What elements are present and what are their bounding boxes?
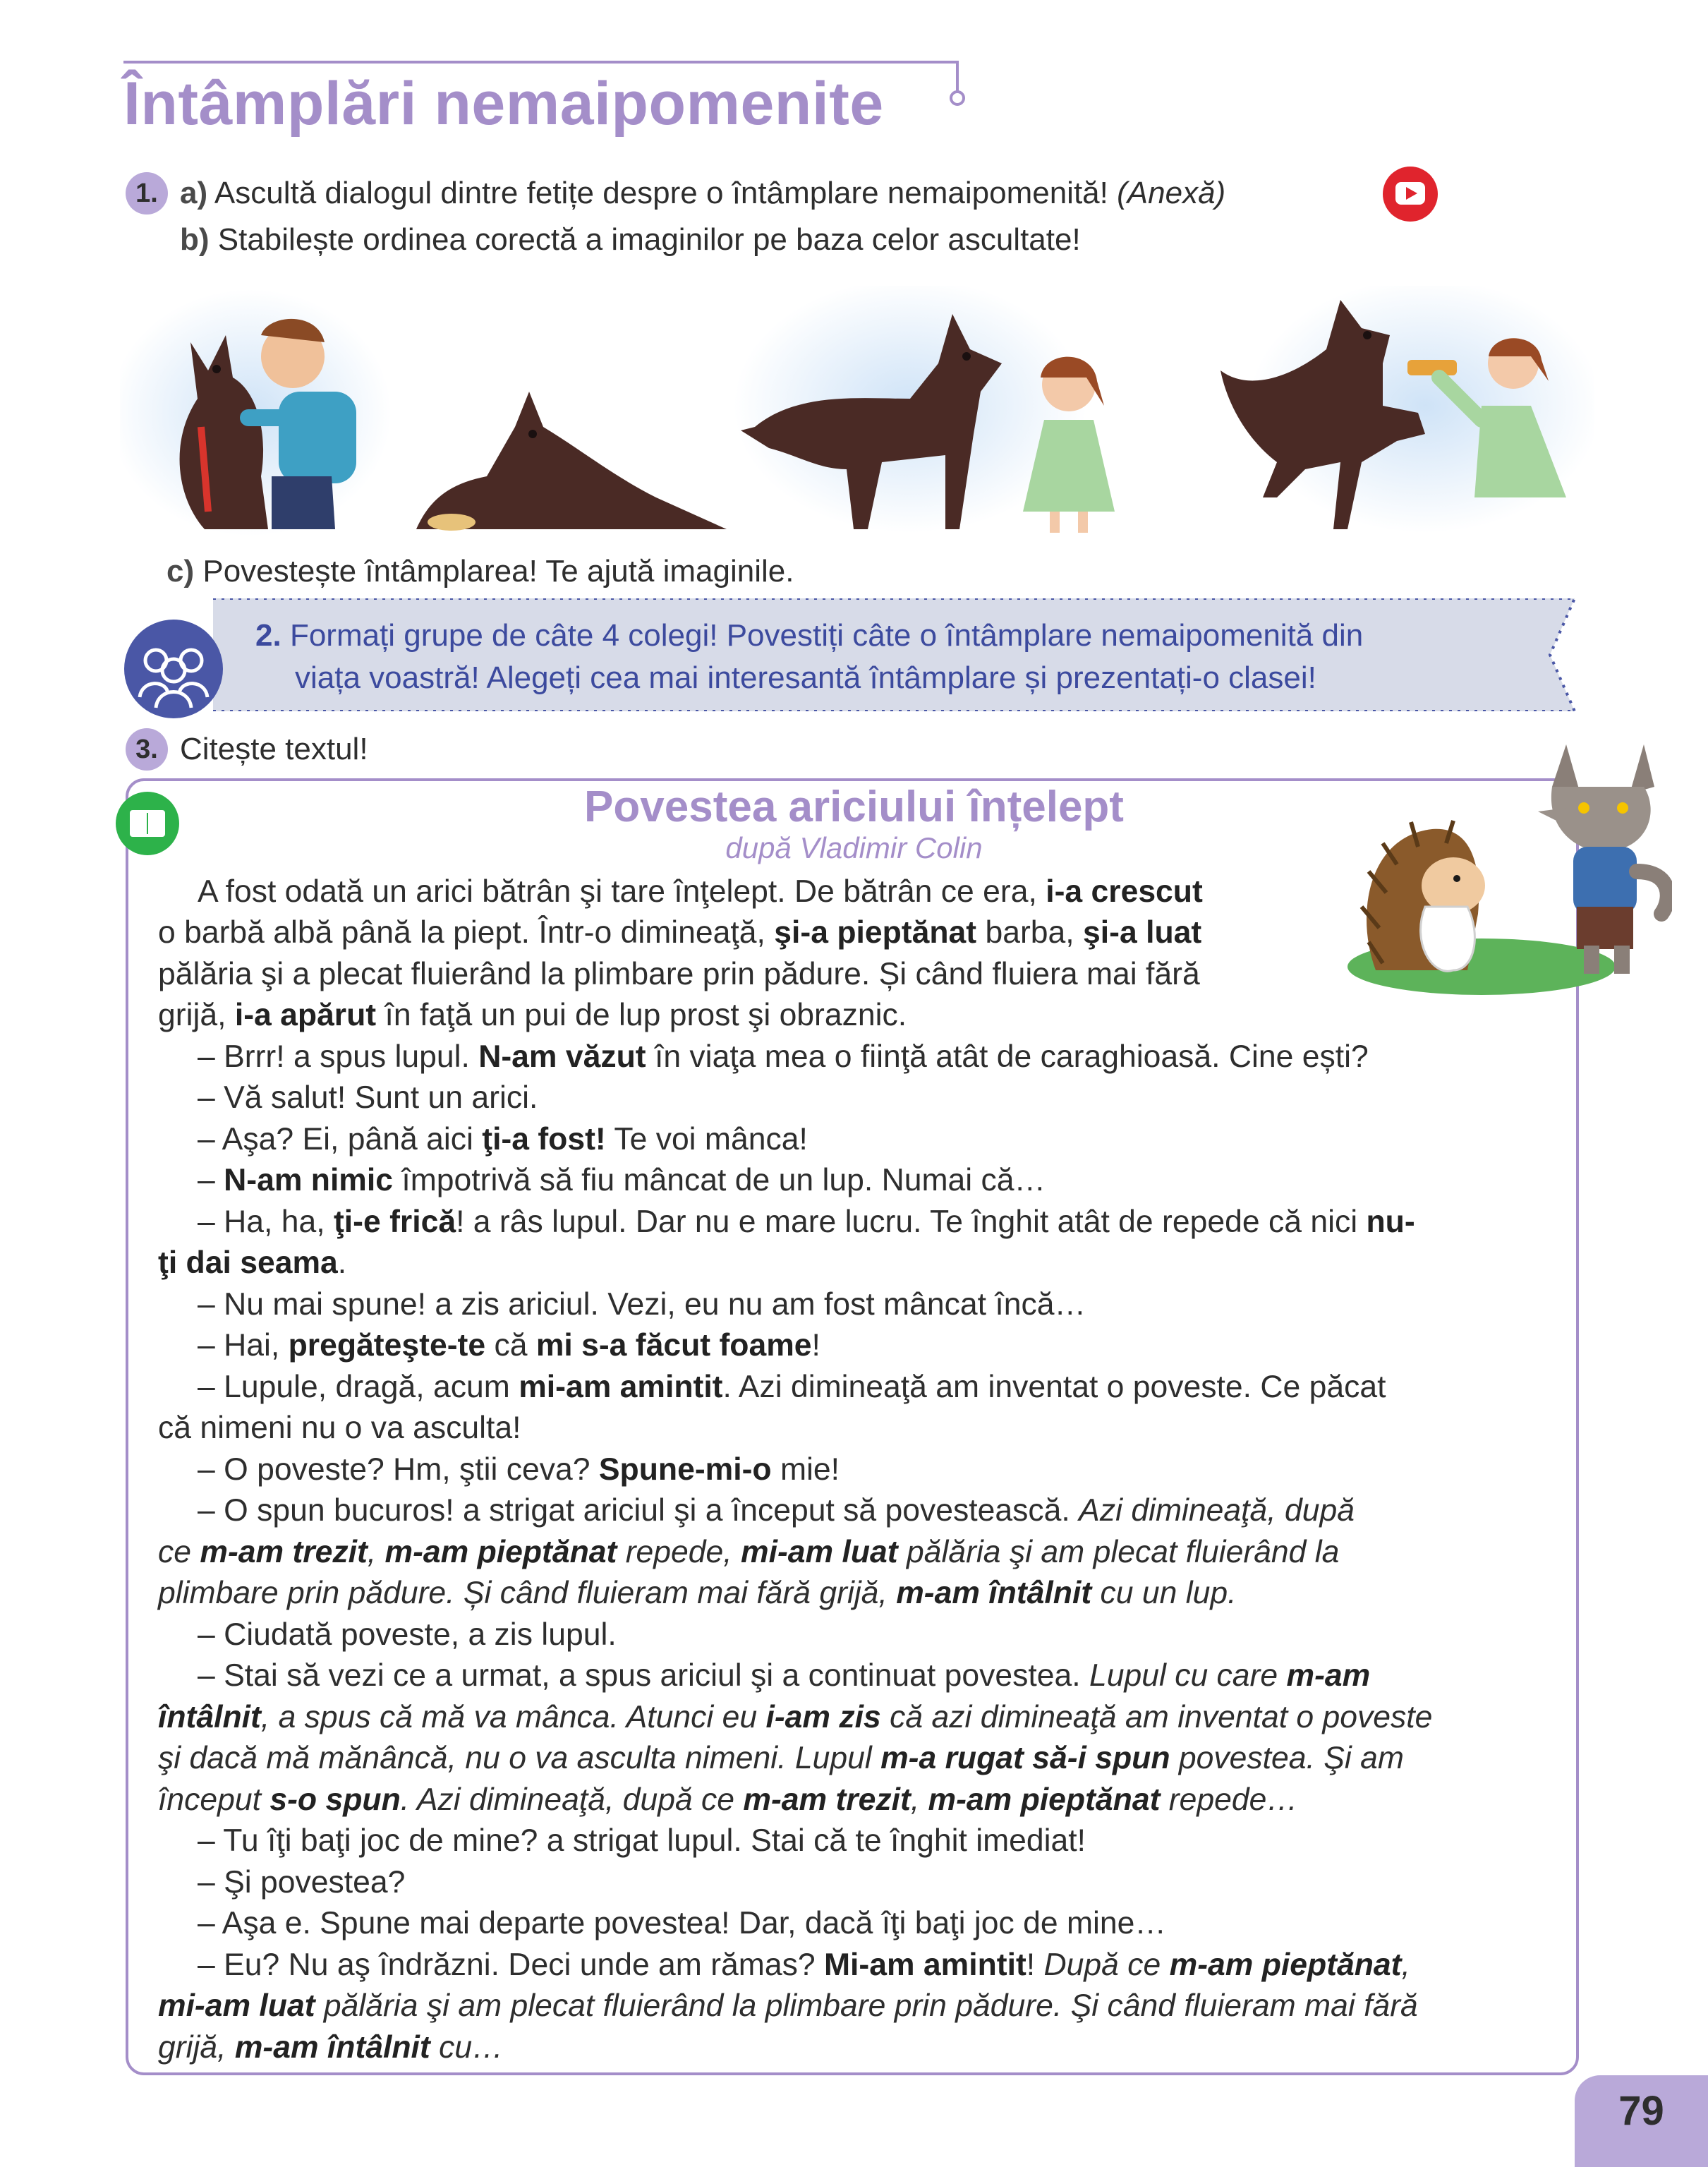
heading-rule <box>123 61 956 64</box>
story-line-18: plimbare prin pădure. Și când fluieram mai fără grijă, m-am întâlnit cu un lup. <box>158 1576 1237 1610</box>
illustration-dog-and-girl <box>734 286 1115 533</box>
hedgehog-and-wolf-illustration <box>1340 730 1672 998</box>
story-line-12: – Hai, pregăteşte-te că mi s-a făcut foame! <box>198 1328 820 1363</box>
illustration-man-with-dog <box>120 289 392 536</box>
story-line-8: – N-am nimic împotrivă să fiu mâncat de un lup. Numai că… <box>198 1163 1046 1197</box>
exercise-number-3: 3. <box>126 728 168 771</box>
group-work-icon <box>124 620 223 718</box>
exercise-2-text-1: Formați grupe de câte 4 colegi! Povestiți câte o întâmplare nemaipomenită din <box>289 618 1364 653</box>
story-illustrations <box>120 286 1594 536</box>
story-line-4: grijă, i-a apărut în faţă un pui de lup prost şi obraznic. <box>158 998 907 1032</box>
story-line-24: – Tu îţi baţi joc de mine? a strigat lupul. Stai că te înghit imediat! <box>198 1823 1086 1858</box>
label-c: c) <box>166 554 195 588</box>
story-line-29: grijă, m-am întâlnit cu… <box>158 2030 504 2065</box>
exercise-3-text: Citește textul! <box>180 732 368 766</box>
story-line-9: – Ha, ha, ţi-e frică! a râs lupul. Dar nu e mare lucru. Te înghit atât de repede că nici nu- <box>198 1205 1415 1239</box>
annex-reference: (Anexă) <box>1117 176 1226 210</box>
story-line-6: – Vă salut! Sunt un arici. <box>198 1080 538 1115</box>
exercise-1b <box>180 220 1081 260</box>
story-line-27: – Eu? Nu aş îndrăzni. Deci unde am rămas? Mi-am amintit! După ce m-am pieptănat, <box>198 1948 1410 1982</box>
story-line-23: început s-o spun. Azi dimineaţă, după ce m-am trezit, m-am pieptănat repede… <box>158 1782 1298 1817</box>
story-line-22: şi dacă mă mănâncă, nu o va asculta nimeni. Lupul m-a rugat să-i spun povestea. Şi am <box>158 1741 1404 1775</box>
exercise-2-line-2: viața voastră! Alegeți cea mai interesantă întâmplare și prezentați-o clasei! <box>295 660 1316 695</box>
wolf <box>1538 744 1668 974</box>
exercise-1a-text: Ascultă dialogul dintre fetițe despre o întâmplare nemaipomenită! <box>214 176 1108 210</box>
exercise-1b-text: Stabilește ordinea corectă a imaginilor pe baza celor ascultate! <box>217 222 1081 257</box>
story-line-5: – Brrr! a spus lupul. N-am văzut în viaţa mea o fiinţă atât de caraghioasă. Cine ești? <box>198 1039 1369 1074</box>
label-b: b) <box>180 222 210 257</box>
page-title: Întâmplări nemaipomenite <box>123 70 884 138</box>
story-line-10: ţi dai seama. <box>158 1245 347 1280</box>
story-line-17: ce m-am trezit, m-am pieptănat repede, mi-am luat pălăria şi am plecat fluierând la <box>158 1535 1340 1569</box>
story-line-16: – O spun bucuros! a strigat ariciul şi a început să povestească. Azi dimineaţă, după <box>198 1493 1355 1528</box>
video-play-icon[interactable] <box>1383 167 1438 222</box>
exercise-number-2: 2. <box>255 618 281 653</box>
exercise-1c <box>166 552 794 591</box>
heading-rule-dot <box>950 90 965 106</box>
story-line-20: – Stai să vezi ce a urmat, a spus ariciul şi a continuat povestea. Lupul cu care m-am <box>198 1658 1371 1693</box>
exercise-2-line-1 <box>255 615 1363 656</box>
story-line-7: – Aşa? Ei, până aici ţi-a fost! Te voi mânca! <box>198 1122 808 1157</box>
heading-rule-end <box>956 61 959 92</box>
story-line-25: – Şi povestea? <box>198 1865 406 1900</box>
illustration-jumping-dog <box>1221 286 1594 533</box>
story-line-21: întâlnit, a spus că mă va mânca. Atunci eu i-am zis că azi dimineaţă am inventat o poveste <box>158 1700 1433 1734</box>
exercise-1a <box>180 174 1225 213</box>
story-line-15: – O poveste? Hm, ştii ceva? Spune-mi-o mie! <box>198 1452 840 1487</box>
story-author: după Vladimir Colin <box>725 831 983 864</box>
story-title: Povestea ariciului înțelept <box>584 783 1124 831</box>
exercise-number-1: 1. <box>126 172 168 215</box>
story-line-11: – Nu mai spune! a zis ariciul. Vezi, eu nu am fost mâncat încă… <box>198 1287 1086 1322</box>
story-line-14: că nimeni nu o va asculta! <box>158 1411 521 1445</box>
story-line-2: o barbă albă până la piept. Într-o dimineaţă, şi-a pieptănat barba, şi-a luat <box>158 915 1202 950</box>
story-line-19: – Ciudată poveste, a zis lupul. <box>198 1617 617 1652</box>
exercise-1c-text: Povestește întâmplarea! Te ajută imaginile. <box>202 554 794 588</box>
story-line-28: mi-am luat pălăria şi am plecat fluierând la plimbare prin pădure. Şi când fluieram mai fără <box>158 1988 1418 2023</box>
story-line-3: pălăria şi a plecat fluierând la plimbare prin pădure. Și când fluiera mai fără <box>158 957 1200 991</box>
illustration-lying-dog <box>416 392 727 531</box>
story-line-1: A fost odată un arici bătrân şi tare înţelept. De bătrân ce era, i-a crescut <box>198 874 1203 909</box>
page-number: 79 <box>1618 2088 1664 2134</box>
hedgehog <box>1362 821 1485 971</box>
story-line-13: – Lupule, dragă, acum mi-am amintit. Azi dimineaţă am inventat o poveste. Ce păcat <box>198 1370 1386 1404</box>
label-a: a) <box>180 176 208 210</box>
story-line-26: – Aşa e. Spune mai departe povestea! Dar, dacă îţi baţi joc de mine… <box>198 1906 1166 1940</box>
